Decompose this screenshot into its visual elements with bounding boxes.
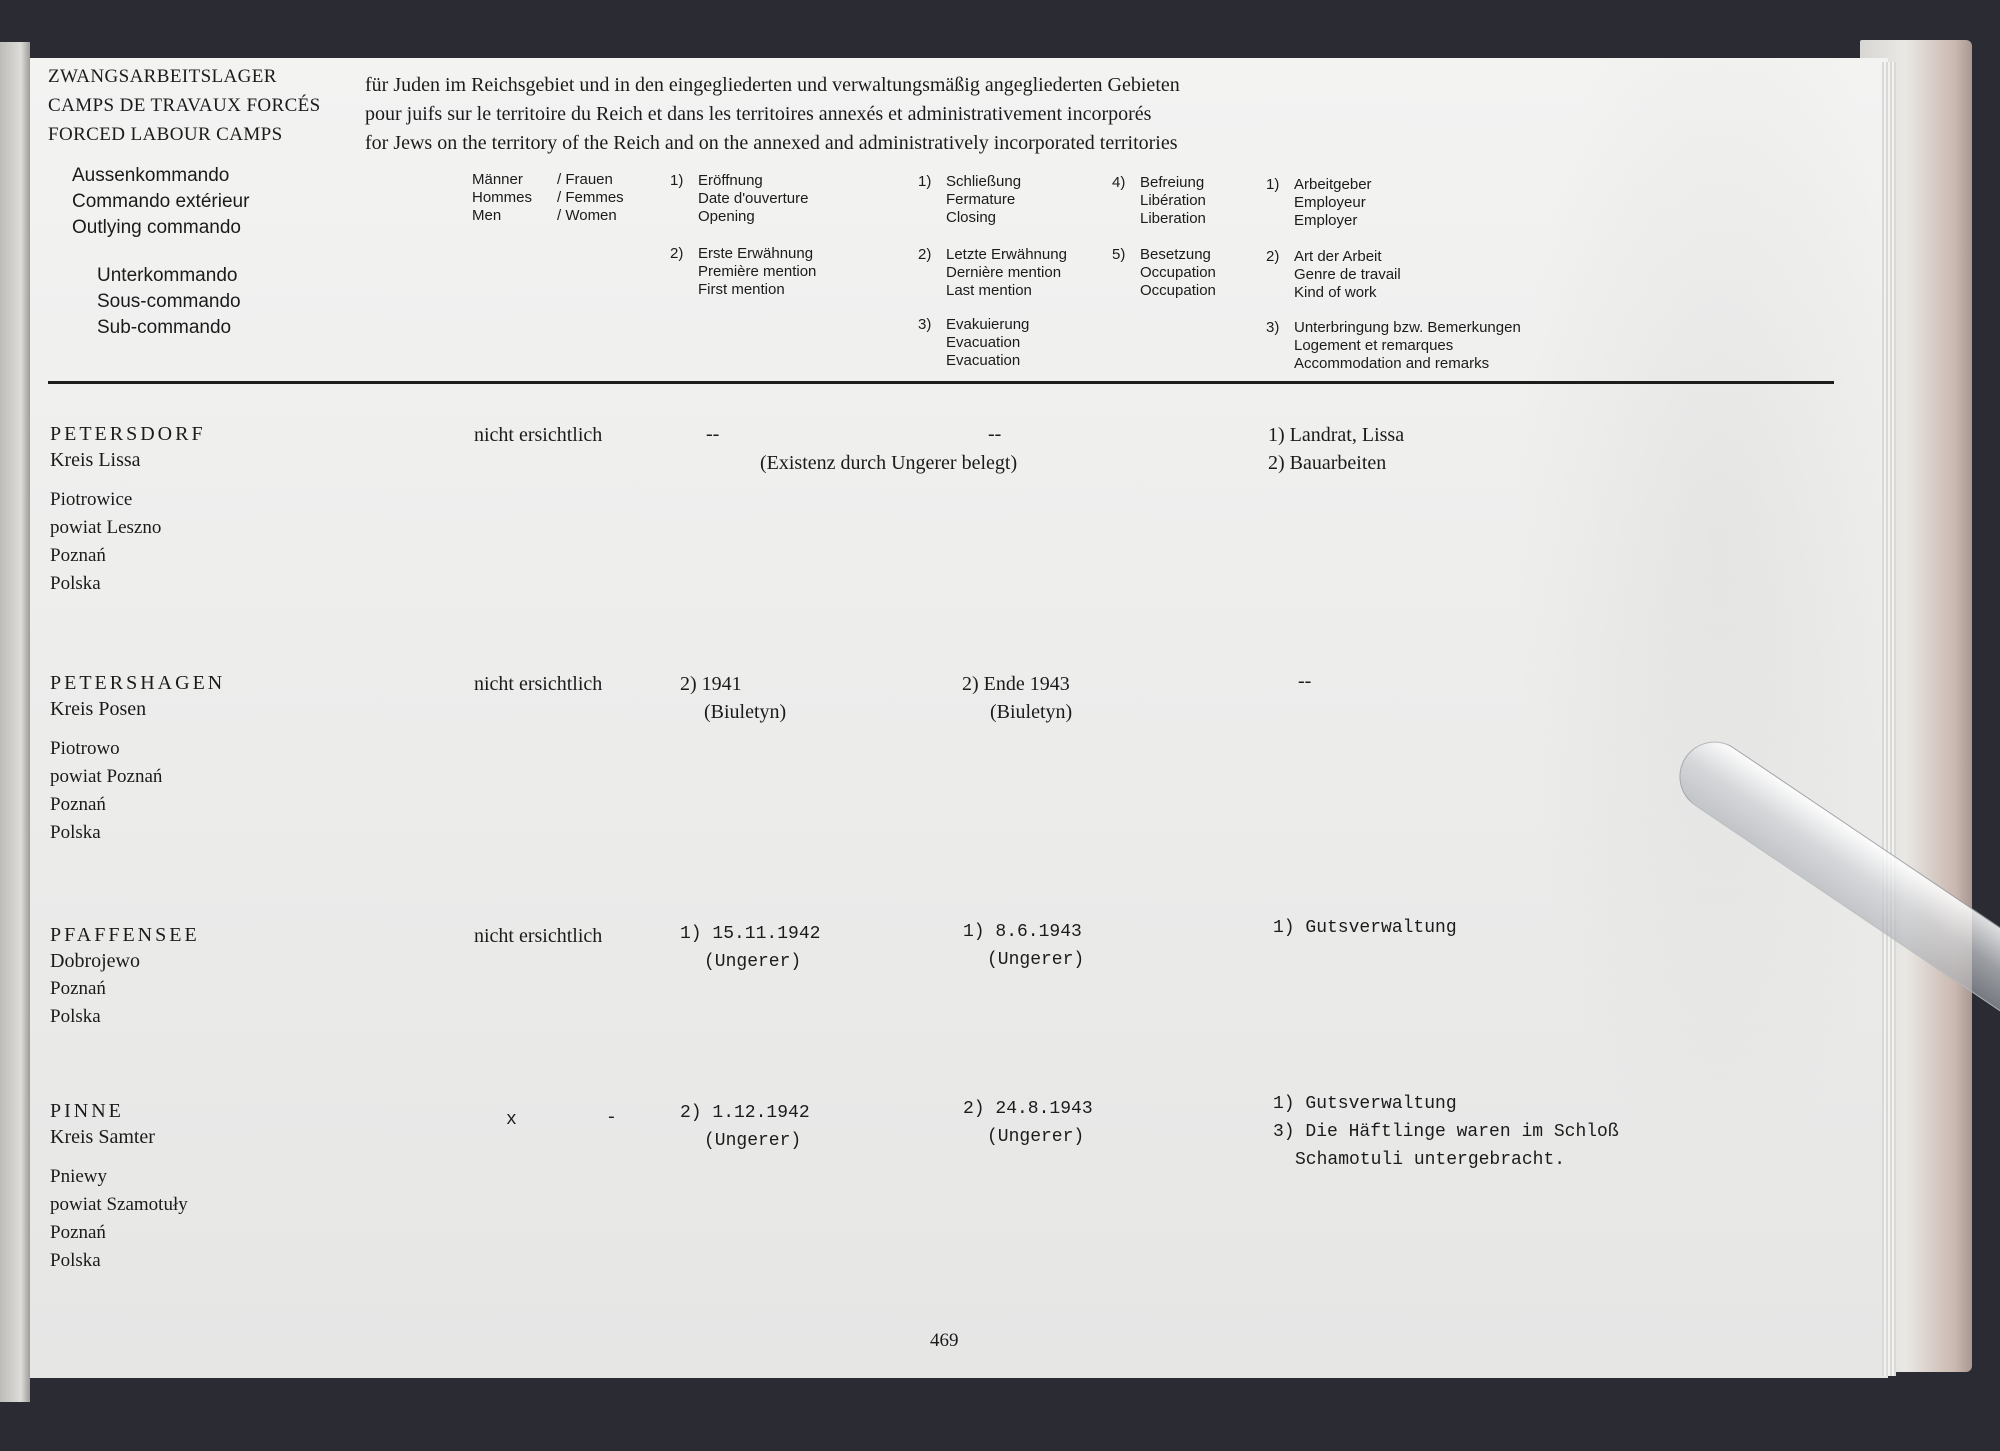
source-line: (Ungerer) — [704, 1131, 802, 1151]
entry-work — [1273, 1090, 1619, 1174]
column-header-line: Logement et remarques — [1294, 337, 1454, 354]
column-header-remarks — [1266, 319, 1521, 373]
location-line: powiat Leszno — [50, 517, 162, 538]
entry-district: Kreis Posen — [50, 698, 147, 720]
column-header-work — [1266, 248, 1401, 302]
date-line: 1) 15.11.1942 — [680, 924, 821, 944]
column-header-first-mention — [670, 245, 816, 299]
camp-type-label: Sub-commando — [97, 317, 232, 338]
work-line: Schamotuli untergebracht. — [1295, 1150, 1566, 1170]
camp-type-label: Aussenkommando — [72, 165, 230, 186]
entry-petershagen — [50, 672, 225, 847]
column-header-line: Besetzung — [1140, 246, 1211, 263]
column-header-line: Liberation — [1140, 210, 1206, 227]
camp-type-label: Commando extérieur — [72, 191, 250, 212]
column-header-line: Men — [472, 207, 502, 224]
work-line: 3) Die Häftlinge waren im Schloß — [1273, 1122, 1619, 1142]
location-line: Polska — [50, 573, 101, 594]
work-line: 1) Gutsverwaltung — [1273, 918, 1457, 938]
column-header-line: Employeur — [1294, 194, 1366, 211]
column-header-number: 1) — [670, 172, 684, 189]
column-header-liberation — [1112, 174, 1206, 228]
column-header-number: 4) — [1112, 174, 1126, 191]
column-header-number: 3) — [1266, 319, 1280, 336]
column-header-line: Dernière mention — [946, 264, 1062, 281]
column-header-closing — [918, 173, 1021, 227]
column-header-line: Erste Erwähnung — [698, 245, 814, 262]
header-title-de: ZWANGSARBEITSLAGER — [48, 66, 277, 87]
entry-district: Kreis Lissa — [50, 449, 141, 471]
source-line: (Ungerer) — [987, 1127, 1085, 1147]
column-header-gender-right — [557, 171, 624, 225]
column-header-line: Männer — [472, 171, 523, 188]
column-header-line: Unterbringung bzw. Bemerkungen — [1294, 319, 1521, 336]
column-header-number: 1) — [918, 173, 932, 190]
column-header-line: Occupation — [1140, 282, 1216, 299]
column-header-line: Date d'ouverture — [698, 190, 809, 207]
column-header-line: / Frauen — [557, 171, 613, 188]
entry-work — [1268, 421, 1404, 477]
location-line: Poznań — [50, 545, 106, 566]
camp-type-label: Outlying commando — [72, 217, 241, 238]
location-line: Poznań — [50, 794, 106, 815]
column-header-number: 2) — [670, 245, 684, 262]
location-line: Piotrowo — [50, 738, 120, 759]
entry-district: Kreis Samter — [50, 1126, 155, 1148]
entry-polish-location — [50, 486, 206, 598]
header-desc-fr: pour juifs sur le territoire du Reich et dans les territoires annexés et administrativement incorporés — [365, 103, 1152, 125]
location-line: Polska — [50, 1250, 101, 1271]
date-line: 2) 1941 — [680, 673, 742, 695]
location-line: Poznań — [50, 1222, 106, 1243]
camp-type-sub — [97, 263, 241, 341]
entry-name: PETERSHAGEN — [50, 672, 226, 694]
entry-gender: nicht ersichtlich — [474, 424, 603, 446]
entry-name: PFAFFENSEE — [50, 924, 200, 946]
entry-gender: nicht ersichtlich — [474, 925, 603, 947]
entry-petersdorf — [50, 423, 206, 598]
column-header-line: Première mention — [698, 263, 817, 280]
column-header-evacuation — [918, 316, 1029, 370]
column-header-gender-left — [472, 171, 532, 225]
column-header-line: Employer — [1294, 212, 1358, 229]
work-line: 1) Landrat, Lissa — [1268, 424, 1405, 446]
column-header-line: Schließung — [946, 173, 1022, 190]
source-line: (Biuletyn) — [704, 701, 787, 723]
location-line: Polska — [50, 822, 101, 843]
column-header-line: / Women — [557, 207, 617, 224]
entry-work: -- — [1298, 670, 1312, 692]
date-line: 2) 24.8.1943 — [963, 1099, 1093, 1119]
column-header-line: Occupation — [1140, 264, 1216, 281]
column-header-number: 1) — [1266, 176, 1280, 193]
entry-pfaffensee — [50, 924, 200, 1031]
column-header-line: First mention — [698, 281, 785, 298]
entry-polish-location — [50, 1163, 188, 1275]
entry-opening — [680, 1099, 810, 1155]
entry-name: PETERSDORF — [50, 423, 206, 445]
header-divider — [48, 381, 1834, 384]
previous-page-edge — [0, 42, 30, 1402]
camp-type-outlying — [72, 163, 249, 241]
entry-name: PINNE — [50, 1100, 124, 1122]
source-line: (Ungerer) — [987, 950, 1085, 970]
entry-opening — [680, 670, 786, 726]
entry-closing — [962, 670, 1072, 726]
column-header-line: Befreiung — [1140, 174, 1205, 191]
work-line: 1) Gutsverwaltung — [1273, 1094, 1457, 1114]
column-header-line: / Femmes — [557, 189, 624, 206]
entry-closing: -- — [988, 423, 1002, 445]
location-line: powiat Poznań — [50, 766, 163, 787]
column-header-line: Accommodation and remarks — [1294, 355, 1490, 372]
column-header-line: Art der Arbeit — [1294, 248, 1382, 265]
location-line: Pniewy — [50, 1166, 107, 1187]
entry-polish-location — [50, 735, 225, 847]
column-header-opening — [670, 172, 808, 226]
column-header-line: Eröffnung — [698, 172, 763, 189]
column-header-line: Letzte Erwähnung — [946, 246, 1067, 263]
column-header-line: Opening — [698, 208, 755, 225]
header-description — [365, 71, 1180, 158]
header-desc-de: für Juden im Reichsgebiet und in den eingegliederten und verwaltungsmäßig angegliederten Gebieten — [365, 74, 1180, 96]
entry-district: Dobrojewo — [50, 950, 140, 972]
date-line: 2) Ende 1943 — [962, 673, 1070, 695]
column-header-line: Evacuation — [946, 352, 1021, 369]
column-header-line: Last mention — [946, 282, 1032, 299]
column-header-line: Libération — [1140, 192, 1206, 209]
column-header-line: Genre de travail — [1294, 266, 1401, 283]
entry-opening: -- — [706, 423, 720, 445]
column-header-line: Evakuierung — [946, 316, 1030, 333]
header-title — [48, 62, 321, 149]
location-line: Polska — [50, 1006, 101, 1027]
header-title-fr: CAMPS DE TRAVAUX FORCÉS — [48, 95, 321, 116]
column-header-occupation — [1112, 246, 1216, 300]
column-header-line: Closing — [946, 209, 997, 226]
page-number: 469 — [930, 1330, 959, 1351]
source-line: (Biuletyn) — [990, 701, 1073, 723]
column-header-number: 5) — [1112, 246, 1126, 263]
work-line: 2) Bauarbeiten — [1268, 452, 1387, 474]
entry-gender: nicht ersichtlich — [474, 673, 603, 695]
entry-closing — [963, 918, 1084, 974]
column-header-line: Hommes — [472, 189, 533, 206]
camp-type-label: Unterkommando — [97, 265, 238, 286]
column-header-number: 3) — [918, 316, 932, 333]
column-header-line: Kind of work — [1294, 284, 1377, 301]
column-header-line: Fermature — [946, 191, 1016, 208]
header-desc-en: for Jews on the territory of the Reich and on the annexed and administratively incorporated territories — [365, 132, 1178, 154]
column-header-number: 2) — [918, 246, 932, 263]
entry-note: (Existenz durch Ungerer belegt) — [760, 452, 1018, 474]
location-line: powiat Szamotuły — [50, 1194, 188, 1215]
entry-work — [1273, 914, 1457, 942]
entry-gender-women: - — [606, 1108, 617, 1128]
page-stack-edges — [1882, 62, 1896, 1376]
entry-opening — [680, 920, 820, 976]
entry-closing — [963, 1095, 1093, 1151]
entry-polish-location — [50, 975, 200, 1031]
source-line: (Ungerer) — [704, 952, 802, 972]
column-header-line: Arbeitgeber — [1294, 176, 1372, 193]
location-line: Piotrowice — [50, 489, 133, 510]
column-header-number: 2) — [1266, 248, 1280, 265]
location-line: Poznań — [50, 978, 106, 999]
date-line: 1) 8.6.1943 — [963, 922, 1082, 942]
entry-pinne — [50, 1100, 188, 1275]
column-header-last-mention — [918, 246, 1067, 300]
camp-type-label: Sous-commando — [97, 291, 241, 312]
entry-gender-men: x — [506, 1110, 517, 1130]
column-header-employer — [1266, 176, 1372, 230]
date-line: 2) 1.12.1942 — [680, 1103, 810, 1123]
header-title-en: FORCED LABOUR CAMPS — [48, 124, 283, 145]
column-header-line: Evacuation — [946, 334, 1021, 351]
